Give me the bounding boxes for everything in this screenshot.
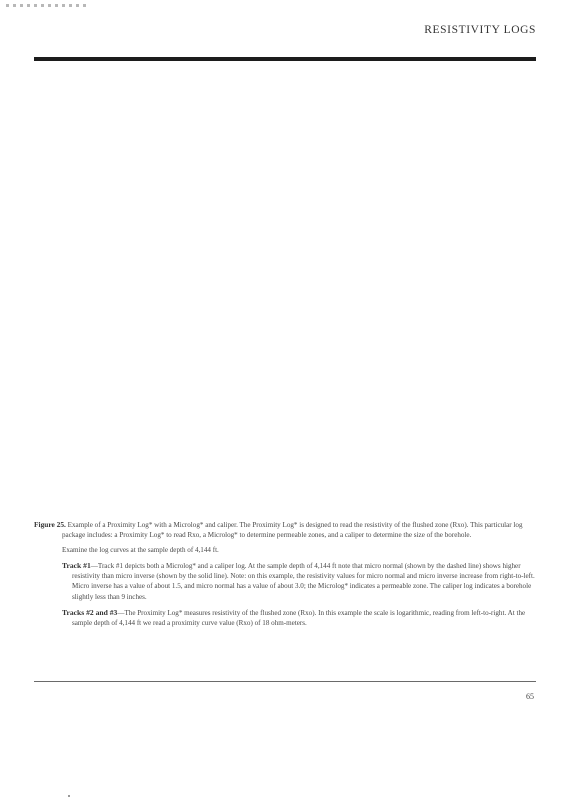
figure-label: Figure 25. [34,520,66,529]
running-head: RESISTIVITY LOGS [424,24,536,36]
caption-block [34,520,536,628]
tracks23-label: Tracks #2 and #3 [62,607,118,617]
figure-caption [34,520,536,540]
track1-text: —Track #1 depicts both a Microlog* and a caliper log. At the sample depth of 4,144 ft note that micro normal (shown by the dashed line) shows higher resistivity than micro inverse (shown by the solid line). Note: on this example, the resistivity values for micro normal and micro inverse increase from right-to-left. Micro inverse has a value of about 1.5, and micro normal has a value of about 3.0; the Microlog* indicates a permeable zone. The caliper log indicates a borehole slightly less than 9 inches. [72,562,535,601]
tracks23-paragraph [34,608,536,628]
footer-rule [34,681,536,682]
page-number: 65 [526,692,534,701]
track1-label: Track #1 [62,561,91,571]
header-rule [34,57,536,61]
tracks23-text: —The Proximity Log* measures resistivity of the flushed zone (Rxo). In this example the scale is logarithmic, reading from left-to-right. At the sample depth of 4,144 ft we read a proximity curve value (Rxo) of 18 ohm-meters. [72,608,526,627]
figure-area [34,70,536,510]
caption-text: Example of a Proximity Log* with a Microlog* and caliper. The Proximity Log* is designed to read the resistivity of the flushed zone (Rxo). This particular log package includes: a Proximity Log* to read Rxo, a Microlog* to determine permeable zones, and a caliper to determine the size of the borehole. [62,521,523,540]
examine-paragraph: Examine the log curves at the sample depth of 4,144 ft. [62,546,219,555]
track1-paragraph [34,561,536,601]
scan-specks [6,4,86,7]
scan-speck [68,795,70,797]
